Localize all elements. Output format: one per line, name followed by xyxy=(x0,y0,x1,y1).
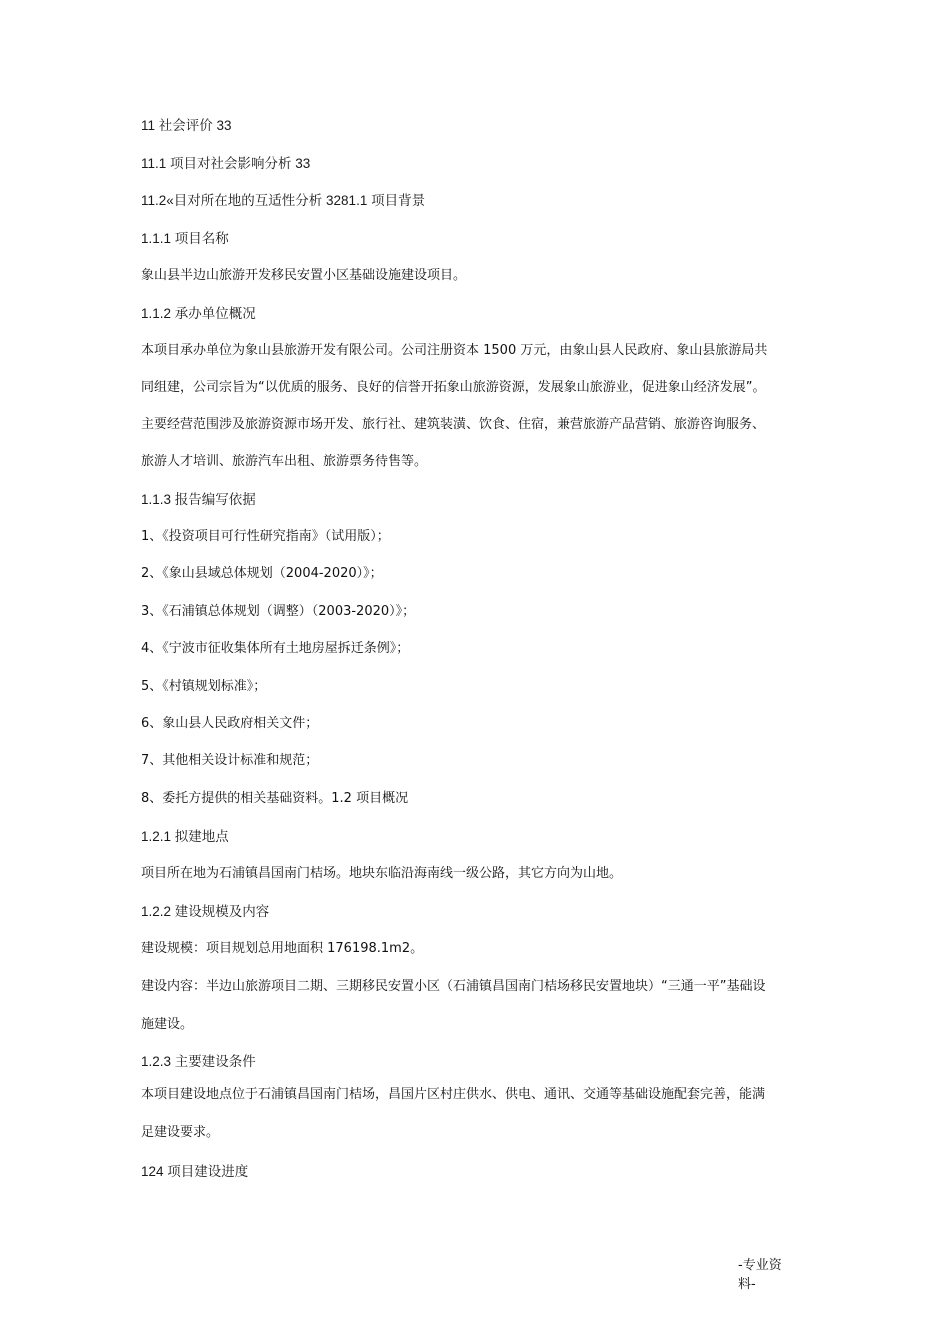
scale-text: 建设规模：项目规划总用地面积 176198.1m2。 xyxy=(141,941,424,956)
organizer-paragraph-line-1: 本项目承办单位为象山县旅游开发有限公司。公司注册资本 1500 万元，由象山县人民政府、象山县旅游局共 xyxy=(141,343,768,358)
conditions-paragraph-line-2: 足建设要求。 xyxy=(141,1125,220,1140)
toc-line-11: 11 社会评价 33 xyxy=(141,118,232,133)
basis-item-5: 5、《村镇规划标准》； xyxy=(141,679,267,694)
heading-1-2-1: 1.2.1 拟建地点 xyxy=(141,829,229,844)
basis-item-3: 3、《石浦镇总体规划（调整）（2003-2020）》； xyxy=(141,604,416,619)
toc-line-11-2: 11.2«目对所在地的互适性分析 3281.1 项目背景 xyxy=(141,193,426,208)
basis-item-6: 6、象山县人民政府相关文件； xyxy=(141,716,319,731)
basis-item-4: 4、《宁波市征收集体所有土地房屋拆迁条例》； xyxy=(141,641,410,656)
project-name-text: 象山县半边山旅游开发移民安置小区基础设施建设项目。 xyxy=(141,268,467,283)
heading-1-2-2: 1.2.2 建设规模及内容 xyxy=(141,904,270,919)
page-footer: -专业资料- xyxy=(738,1258,782,1292)
toc-line-11-1: 11.1 项目对社会影响分析 33 xyxy=(141,156,311,171)
basis-item-2: 2、《象山县域总体规划（2004-2020）》； xyxy=(141,566,383,581)
heading-1-1-1: 1.1.1 项目名称 xyxy=(141,231,229,246)
basis-item-7: 7、其他相关设计标准和规范； xyxy=(141,753,319,768)
organizer-paragraph-line-4: 旅游人才培训、旅游汽车出租、旅游票务待售等。 xyxy=(141,454,428,469)
location-text: 项目所在地为石浦镇昌国南门桔场。地块东临沿海南线一级公路，其它方向为山地。 xyxy=(141,866,623,881)
conditions-paragraph-line-1: 本项目建设地点位于石浦镇昌国南门桔场，昌国片区村庄供水、供电、通讯、交通等基础设施配套完善，能满 xyxy=(141,1087,766,1102)
basis-item-8: 8、委托方提供的相关基础资料。1.2 项目概况 xyxy=(141,791,409,806)
content-paragraph-line-1: 建设内容：半边山旅游项目二期、三期移民安置小区（石浦镇昌国南门桔场移民安置地块）“三通一平”基础设 xyxy=(141,979,766,994)
basis-item-1: 1、《投资项目可行性研究指南》（试用版）； xyxy=(141,529,390,544)
organizer-paragraph-line-3: 主要经营范围涉及旅游资源市场开发、旅行社、建筑装潢、饮食、住宿，兼营旅游产品营销、旅游咨询服务、 xyxy=(141,417,766,432)
heading-1-1-2: 1.1.2 承办单位概况 xyxy=(141,306,256,321)
content-paragraph-line-2: 施建设。 xyxy=(141,1017,194,1032)
heading-1-2-4: 124 项目建设进度 xyxy=(141,1164,249,1179)
heading-1-1-3: 1.1.3 报告编写依据 xyxy=(141,492,256,507)
organizer-paragraph-line-2: 同组建，公司宗旨为“以优质的服务、良好的信誉开拓象山旅游资源，发展象山旅游业，促进象山经济发展”。 xyxy=(141,380,766,395)
heading-1-2-3: 1.2.3 主要建设条件 xyxy=(141,1054,256,1069)
